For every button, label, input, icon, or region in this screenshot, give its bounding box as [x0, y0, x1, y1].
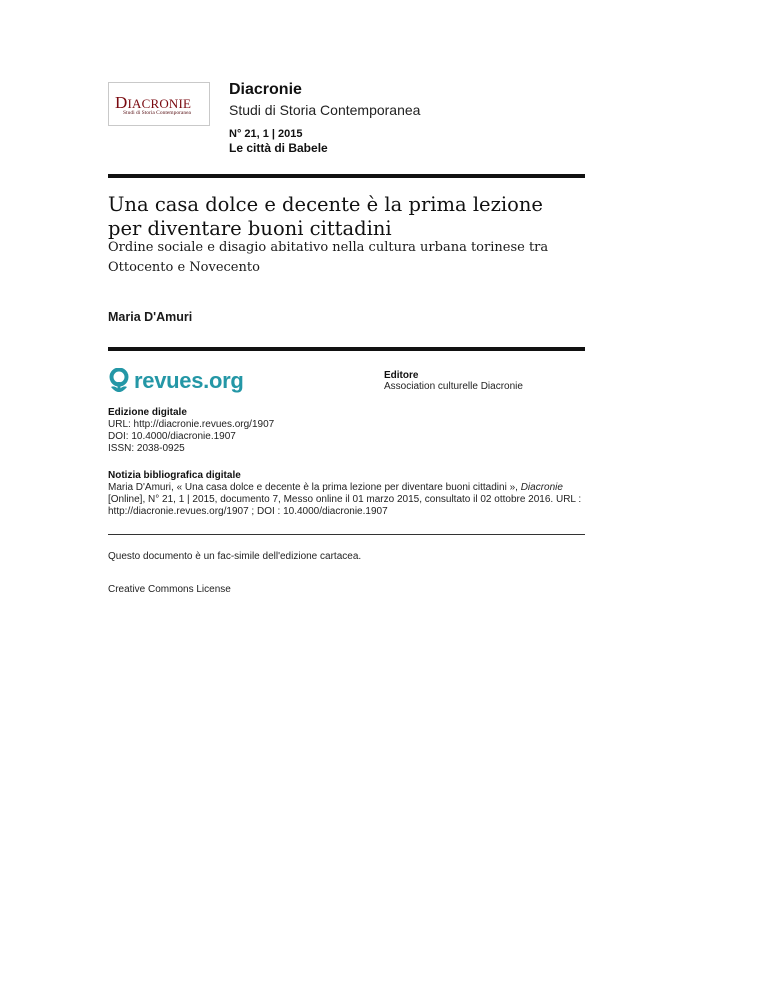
top-divider [108, 174, 585, 178]
revues-logo[interactable] [108, 367, 244, 395]
revues-logo-text: revues.org [134, 368, 244, 393]
issue-number: N° 21, 1 | 2015 [229, 128, 303, 140]
digital-edition-issn: ISSN: 2038-0925 [108, 443, 185, 454]
article-author: Maria D'Amuri [108, 310, 193, 324]
article-title: Una casa dolce e decente è la prima lezione per diventare buoni cittadini [108, 193, 543, 240]
citation-label: Notizia bibliografica digitale [108, 470, 241, 481]
license-link[interactable]: Creative Commons License [108, 584, 231, 595]
digital-edition-doi: DOI: 10.4000/diacronie.1907 [108, 431, 236, 442]
facsimile-note: Questo documento è un fac-simile dell'edizione cartacea. [108, 551, 362, 562]
middle-divider [108, 347, 585, 351]
journal-title: Diacronie [229, 81, 302, 98]
article-subtitle: Ordine sociale e disagio abitativo nella cultura urbana torinese tra Ottocento e Novecento [108, 240, 549, 275]
journal-logo [108, 82, 210, 126]
digital-edition-label: Edizione digitale [108, 407, 187, 418]
revues-flower-icon [108, 368, 130, 394]
journal-subtitle: Studi di Storia Contemporanea [229, 102, 421, 118]
logo-wordmark: DIACRONIE [115, 93, 192, 112]
bottom-divider [108, 534, 585, 535]
logo-subtext: Studi di Storia Contemporanea [123, 110, 191, 116]
digital-edition-url[interactable]: URL: http://diacronie.revues.org/1907 [108, 419, 275, 430]
citation-text: Maria D'Amuri, « Una casa dolce e decente è la prima lezione per diventare buoni cittadini », Diacronie [Online], N° 21, 1 | 2015, documento 7, Messo online il 01 marzo 2015, consultato il 02 ottobre 2016. URL : http://diacronie.revues.org/1907 ; DOI : 10.4000/diacronie.1907 [108, 482, 582, 517]
editor-value: Association culturelle Diacronie [384, 381, 523, 392]
editor-label: Editore [384, 370, 419, 381]
issue-title: Le città di Babele [229, 141, 328, 155]
